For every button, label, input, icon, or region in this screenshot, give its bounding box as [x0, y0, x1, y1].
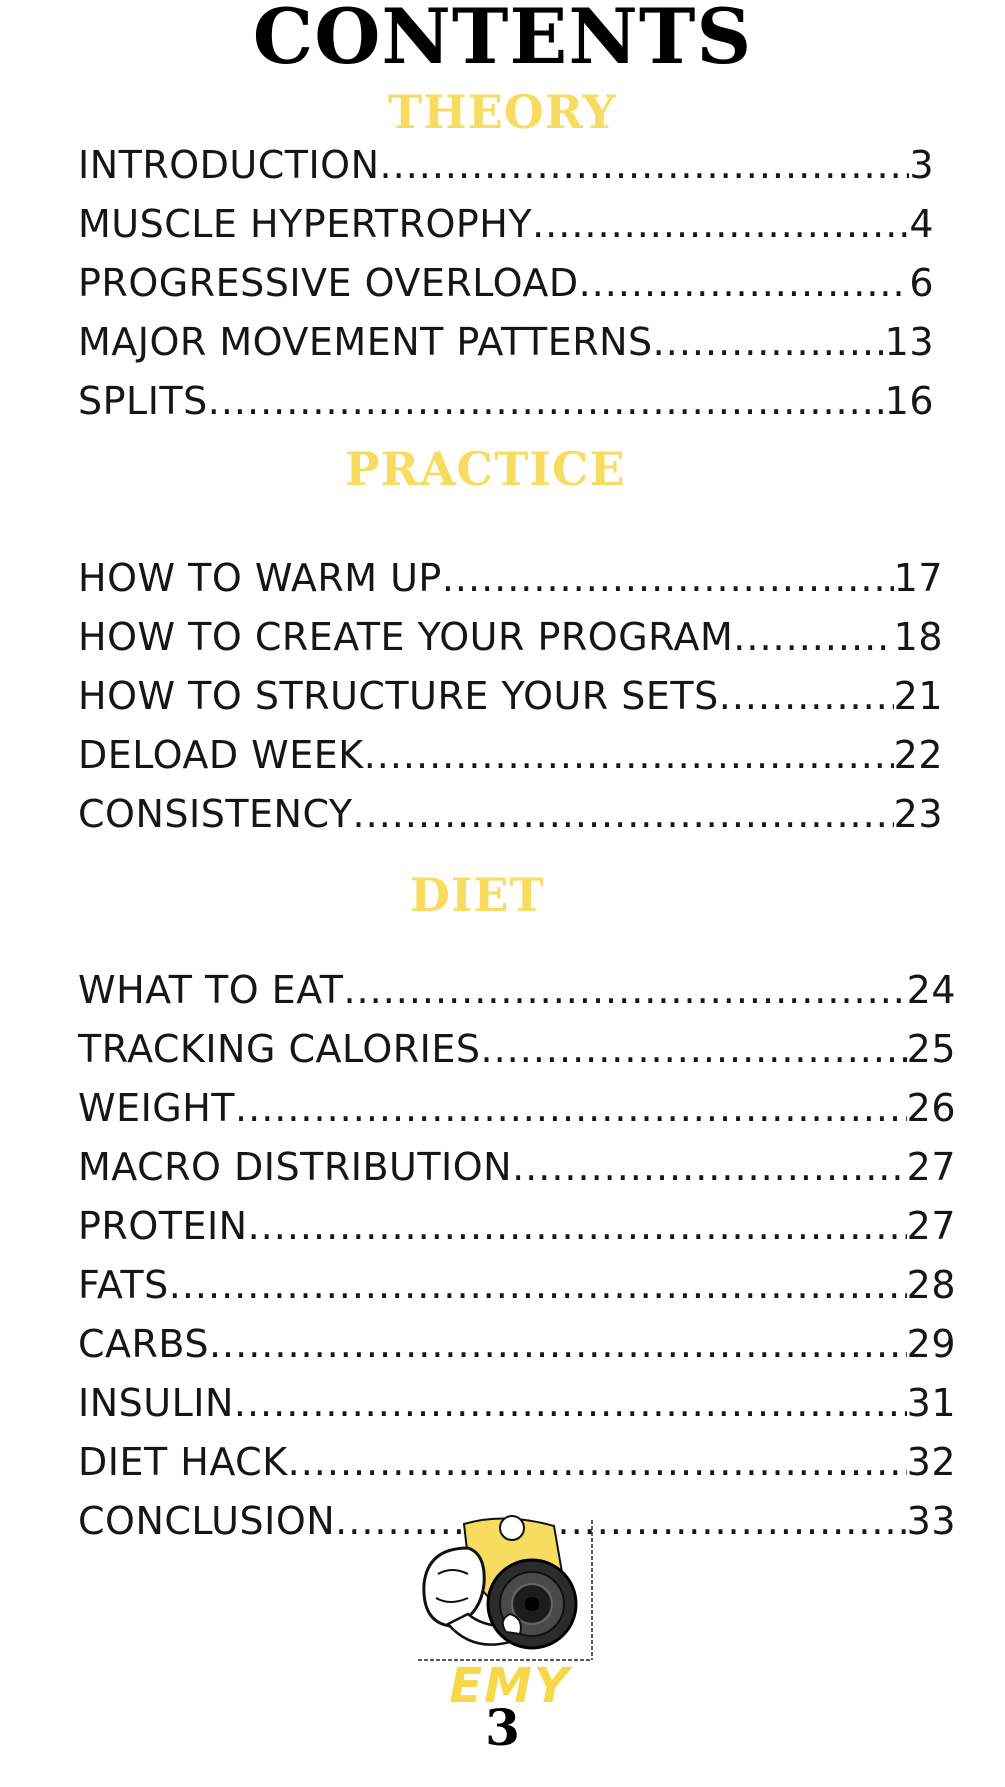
- toc-entry-page: 23: [893, 792, 943, 836]
- dot-leader: [208, 379, 885, 423]
- toc-entry-page: 3: [909, 143, 934, 187]
- dot-leader: [234, 1381, 907, 1425]
- dot-leader: [288, 1440, 907, 1484]
- section-heading-diet: DIET: [410, 868, 545, 922]
- toc-entry-what-to-eat[interactable]: [78, 968, 956, 1027]
- toc-entry-page: 22: [893, 733, 943, 777]
- toc-entry-label: TRACKING CALORIES: [78, 1027, 481, 1071]
- toc-entry-progressive-overload[interactable]: [78, 261, 934, 320]
- dot-leader: [353, 792, 894, 836]
- toc-entry-structure-sets[interactable]: [78, 674, 943, 733]
- dot-leader: [235, 1086, 907, 1130]
- page-number: 3: [485, 1698, 520, 1757]
- dot-leader: [579, 261, 910, 305]
- bodybuilder-with-weight-plate-icon: [414, 1514, 594, 1664]
- toc-entry-major-movement-patterns[interactable]: [78, 320, 934, 379]
- toc-entry-label: CONCLUSION: [78, 1499, 336, 1543]
- toc-entry-carbs[interactable]: [78, 1322, 956, 1381]
- toc-entry-label: INTRODUCTION: [78, 143, 380, 187]
- toc-entry-page: 16: [884, 379, 934, 423]
- dot-leader: [169, 1263, 907, 1307]
- toc-entry-insulin[interactable]: [78, 1381, 956, 1440]
- toc-entry-label: INSULIN: [78, 1381, 234, 1425]
- toc-entry-page: 27: [906, 1145, 956, 1189]
- toc-entry-page: 6: [909, 261, 934, 305]
- toc-entry-macro-distribution[interactable]: [78, 1145, 956, 1204]
- toc-entry-label: HOW TO STRUCTURE YOUR SETS: [78, 674, 719, 718]
- toc-entry-label: SPLITS: [78, 379, 208, 423]
- section-heading-practice: PRACTICE: [345, 442, 626, 496]
- toc-entry-label: WHAT TO EAT: [78, 968, 344, 1012]
- toc-entry-page: 29: [906, 1322, 956, 1366]
- dot-leader: [343, 968, 906, 1012]
- dot-leader: [442, 556, 894, 600]
- page-title: CONTENTS: [252, 0, 753, 81]
- section-heading-theory: THEORY: [388, 85, 617, 139]
- toc-entry-page: 21: [893, 674, 943, 718]
- toc-entry-page: 28: [906, 1263, 956, 1307]
- dot-leader: [364, 733, 894, 777]
- toc-entry-weight[interactable]: [78, 1086, 956, 1145]
- toc-entry-page: 32: [906, 1440, 956, 1484]
- dot-leader: [733, 615, 893, 659]
- toc-entry-splits[interactable]: [78, 379, 934, 438]
- toc-list-practice: [78, 556, 943, 851]
- toc-entry-protein[interactable]: [78, 1204, 956, 1263]
- toc-entry-introduction[interactable]: [78, 143, 934, 202]
- toc-entry-label: DIET HACK: [78, 1440, 288, 1484]
- toc-entry-label: MAJOR MOVEMENT PATTERNS: [78, 320, 653, 364]
- toc-list-diet: [78, 968, 956, 1558]
- toc-entry-page: 18: [893, 615, 943, 659]
- toc-entry-label: PROGRESSIVE OVERLOAD: [78, 261, 579, 305]
- toc-entry-label: PROTEIN: [78, 1204, 248, 1248]
- toc-entry-create-program[interactable]: [78, 615, 943, 674]
- toc-list-theory: [78, 143, 934, 438]
- toc-entry-tracking-calories[interactable]: [78, 1027, 956, 1086]
- toc-entry-page: 31: [906, 1381, 956, 1425]
- toc-entry-label: CARBS: [78, 1322, 209, 1366]
- toc-entry-page: 4: [909, 202, 934, 246]
- toc-entry-label: WEIGHT: [78, 1086, 236, 1130]
- toc-entry-page: 33: [906, 1499, 956, 1543]
- toc-entry-fats[interactable]: [78, 1263, 956, 1322]
- toc-entry-muscle-hypertrophy[interactable]: [78, 202, 934, 261]
- toc-entry-label: MUSCLE HYPERTROPHY: [78, 202, 533, 246]
- dot-leader: [532, 202, 909, 246]
- dot-leader: [653, 320, 885, 364]
- toc-entry-page: 24: [906, 968, 956, 1012]
- toc-entry-label: HOW TO CREATE YOUR PROGRAM: [78, 615, 734, 659]
- dot-leader: [512, 1145, 907, 1189]
- toc-entry-consistency[interactable]: [78, 792, 943, 851]
- toc-entry-label: CONSISTENCY: [78, 792, 353, 836]
- toc-entry-page: 26: [906, 1086, 956, 1130]
- dot-leader: [209, 1322, 907, 1366]
- toc-entry-deload-week[interactable]: [78, 733, 943, 792]
- dot-leader: [719, 674, 894, 718]
- toc-entry-label: MACRO DISTRIBUTION: [78, 1145, 513, 1189]
- toc-entry-how-to-warm-up[interactable]: [78, 556, 943, 615]
- toc-entry-page: 17: [893, 556, 943, 600]
- dot-leader: [248, 1204, 907, 1248]
- toc-entry-label: DELOAD WEEK: [78, 733, 364, 777]
- dot-leader: [481, 1027, 907, 1071]
- dot-leader: [380, 143, 910, 187]
- toc-entry-page: 27: [906, 1204, 956, 1248]
- toc-entry-page: 13: [884, 320, 934, 364]
- toc-entry-label: HOW TO WARM UP: [78, 556, 442, 600]
- brand-logo-text: EMY: [449, 1658, 571, 1714]
- toc-entry-label: FATS: [78, 1263, 169, 1307]
- toc-entry-diet-hack[interactable]: [78, 1440, 956, 1499]
- toc-entry-page: 25: [906, 1027, 956, 1071]
